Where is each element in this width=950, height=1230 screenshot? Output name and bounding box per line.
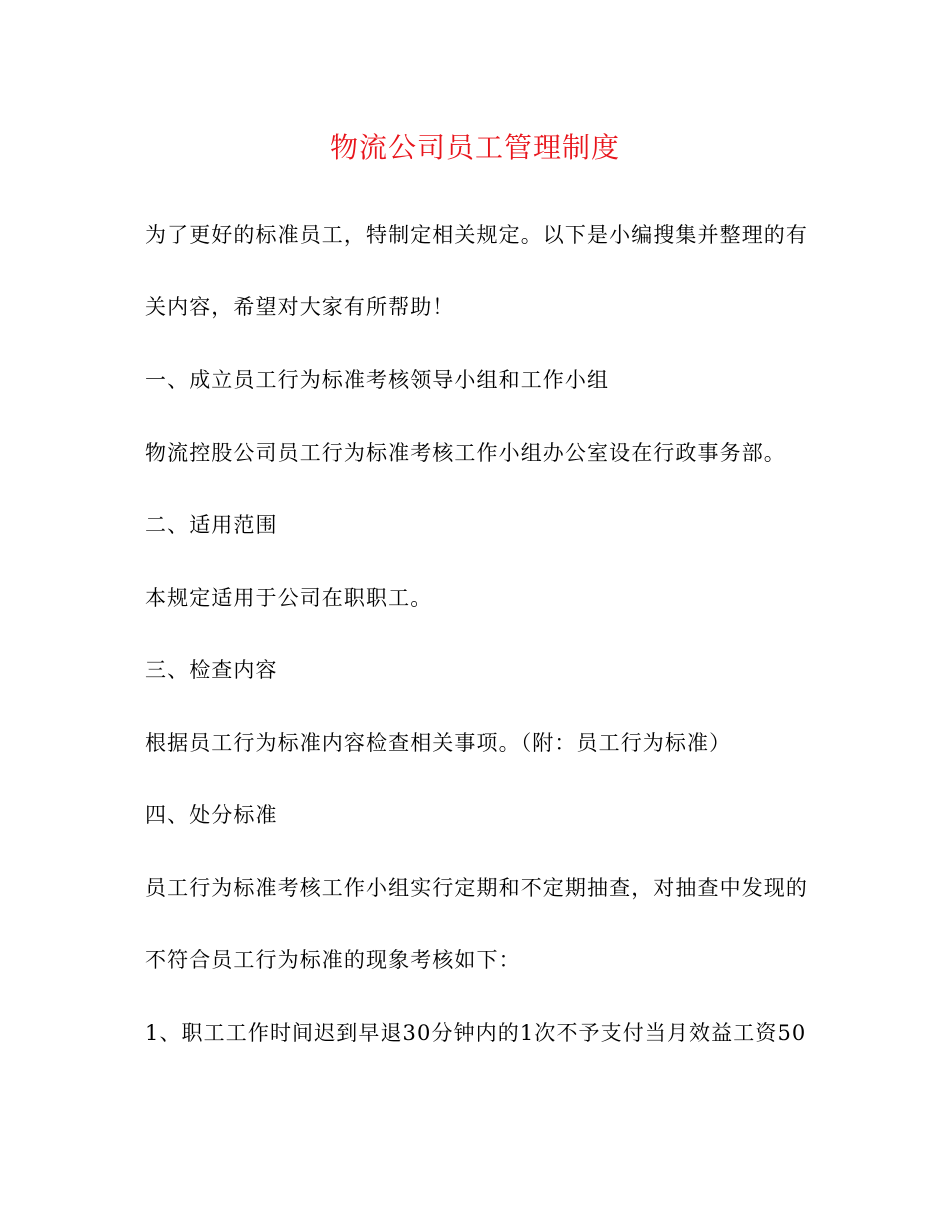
section-heading-3: 三、检查内容 [145, 658, 278, 682]
document-title: 物流公司员工管理制度 [329, 131, 620, 164]
section-1-paragraph: 物流控股公司员工行为标准考核工作小组办公室设在行政事务部。 [145, 441, 786, 465]
intro-paragraph-line-1: 为了更好的标准员工，特制定相关规定。以下是小编搜集并整理的有 [145, 223, 808, 247]
rule-item-1: 1、职工工作时间迟到早退30分钟内的1次不予支付当月效益工资50 [145, 1021, 807, 1045]
section-4-paragraph-line-1: 员工行为标准考核工作小组实行定期和不定期抽查，对抽查中发现的 [145, 876, 808, 900]
section-heading-1: 一、成立员工行为标准考核领导小组和工作小组 [145, 368, 610, 392]
section-2-paragraph: 本规定适用于公司在职职工。 [145, 586, 433, 610]
section-3-paragraph: 根据员工行为标准内容检查相关事项。（附：员工行为标准） [145, 731, 732, 755]
section-heading-4: 四、处分标准 [145, 803, 278, 827]
intro-paragraph-line-2: 关内容，希望对大家有所帮助！ [145, 295, 455, 319]
section-heading-2: 二、适用范围 [145, 513, 278, 537]
section-4-paragraph-line-2: 不符合员工行为标准的现象考核如下： [145, 948, 521, 972]
